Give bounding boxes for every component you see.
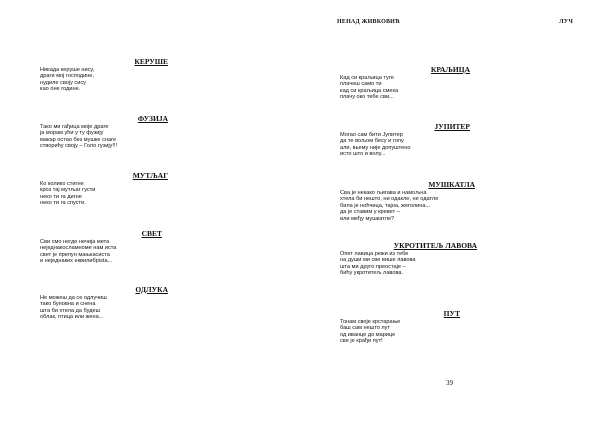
poem-line: била је ноћчица, тајна, жеголина...	[340, 202, 431, 209]
poem-line: хтела би нешто, ни одакле, не одатле	[340, 196, 439, 203]
poem-line: Не можеш да се одлучиш	[40, 295, 107, 301]
poem-title: ЈУПИТЕР	[434, 122, 470, 131]
poem-title: КЕРУШЕ	[134, 57, 168, 66]
poem-line: и неједнаких еквилибрista...	[40, 258, 113, 265]
poem-line: Ко колико стигне	[40, 181, 84, 187]
poem	[340, 309, 460, 345]
poem-line: Кад си краљица туге	[340, 75, 394, 81]
poem-title: МУТЉАГ	[132, 171, 168, 180]
poem-line: Никада керуше нису,	[40, 67, 95, 73]
poem-line: Тако ми гађица моје драге	[40, 124, 109, 130]
poem-line: макар остао без мушке снаге	[40, 136, 117, 143]
poem	[340, 122, 470, 158]
poem-line: шта ми друго преостаје –	[340, 263, 406, 270]
poem-title: ПУТ	[443, 309, 460, 318]
poem-line: шта би хтела да будеш	[40, 307, 101, 314]
poem-title: КРАЉИЦА	[430, 65, 470, 74]
poem-line: баш сам нешто лут	[340, 325, 391, 332]
poem-line: неко ти га спусти.	[40, 200, 86, 207]
poem	[40, 171, 168, 207]
poem-title: СВЕТ	[141, 229, 162, 238]
poem	[340, 241, 477, 277]
poem	[40, 57, 168, 93]
poem-line: као оне године.	[40, 86, 81, 93]
poem-line: тако буновна и снена	[40, 301, 96, 308]
header-author: НЕНАД ЖИВКОВИЋ	[337, 19, 401, 25]
poem-line: ја морам ући у ту фузију	[40, 130, 104, 137]
poem-line: Могао сам бити Јупитер	[340, 132, 403, 138]
poem-line: бићу укротитељ лавова.	[340, 270, 404, 277]
poem-line: исто што и волу...	[340, 151, 386, 158]
poem-title: ОДЛУКА	[135, 285, 168, 294]
poem-line: од иванце до марице	[340, 331, 396, 338]
poem-line: неједнакосламноме нам иста	[40, 245, 117, 252]
poem-title: УКРОТИТЕЉ ЛАВОВА	[393, 241, 477, 250]
poem-line: кад си краљица смеха	[340, 87, 399, 94]
header-book-title: ЛУЧ	[559, 19, 573, 25]
poem-line: плачу око тебе сви...	[340, 94, 394, 101]
poem-line: Сви смо негде нечија мета	[40, 239, 110, 245]
poem-line: Тонам своје крстарање	[340, 319, 401, 325]
poem	[340, 180, 475, 222]
poem-line: да је ставим у кревет –	[340, 209, 400, 216]
poem-title: ФУЗИЈА	[137, 114, 168, 123]
poem-line: Опет лавица режи из тебе	[340, 251, 409, 257]
poem-line: кроз тај мутљаг густи	[40, 187, 96, 194]
right-page	[300, 0, 600, 424]
poem-line: да те вољом бесу и голу	[340, 138, 404, 145]
poem	[40, 229, 162, 265]
poem-line: свет је препун мањкасиста	[40, 251, 110, 258]
poem-line: Сва је некако љигава и намољна	[340, 190, 427, 196]
poem-line: све је крађи пут!	[340, 338, 383, 345]
poem-line: али, вьему није допуштено	[340, 144, 411, 151]
poem-line: створићу своју – Голо гузију!!!	[40, 143, 118, 150]
poem-title: МУШКАТЛА	[428, 180, 475, 189]
poem	[40, 285, 168, 321]
poem-line: нудиле своју сису	[40, 79, 86, 86]
poem-line: или међу мушкатле?	[340, 215, 395, 222]
poem	[340, 65, 470, 101]
poem-line: плачеш само ти	[340, 81, 382, 88]
poem-line: облак, птица или жена...	[40, 314, 104, 321]
poem-line: драги мој господине,	[40, 73, 94, 80]
poem	[40, 114, 168, 150]
page-number: 39	[446, 379, 453, 387]
poem-line: на души ми све више лавова	[340, 257, 416, 264]
poem-line: неко ти га дигне	[40, 193, 82, 200]
